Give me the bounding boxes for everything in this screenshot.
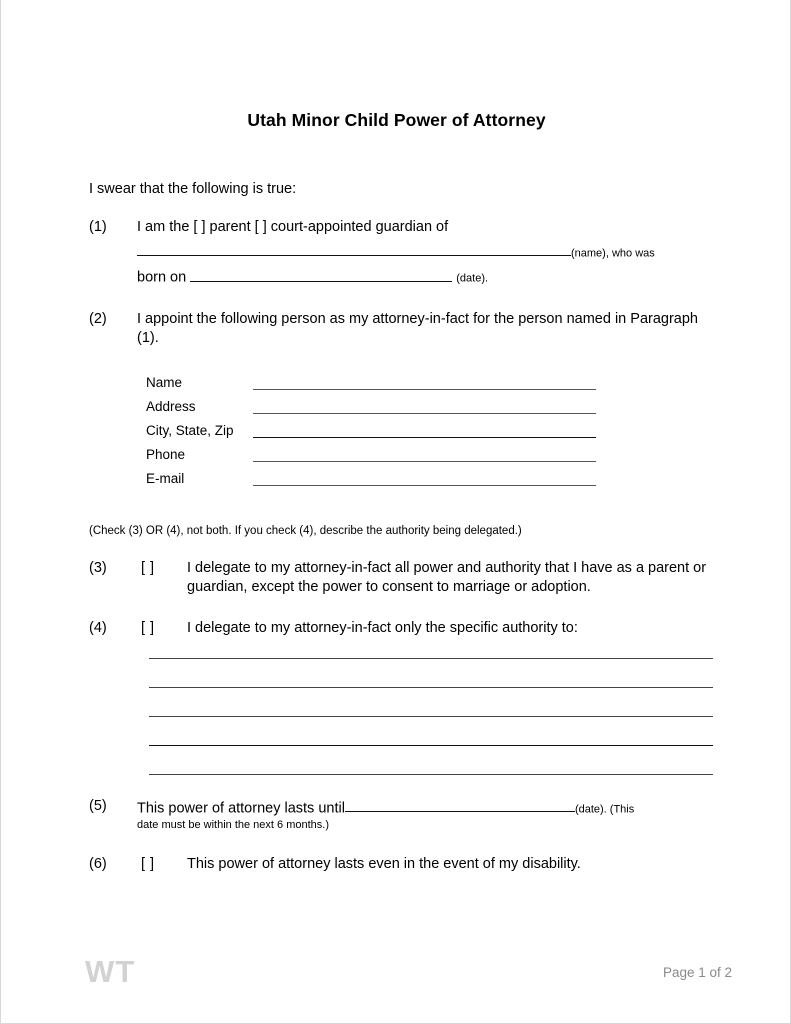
item-4-text: I delegate to my attorney-in-fact only the specific authority to:	[187, 620, 578, 637]
item-3-checkbox[interactable]: [ ]	[141, 560, 155, 577]
item-5-note: date must be within the next 6 months.)	[137, 819, 329, 832]
item-2-text: I appoint the following person as my attorney-in-fact for the person named in Paragraph (1).	[137, 310, 698, 346]
contact-row-city-state-zip	[146, 417, 709, 441]
item-5	[89, 797, 709, 833]
write-in-line[interactable]	[149, 658, 713, 659]
item-5-text-before: This power of attorney lasts until	[137, 800, 345, 817]
item-1-date-caption: (date).	[456, 272, 489, 285]
item-4-checkbox[interactable]: [ ]	[141, 620, 155, 637]
check-instruction: (Check (3) OR (4), not both. If you check (4), describe the authority being delegated.)	[89, 525, 522, 538]
write-in-line[interactable]	[149, 745, 713, 746]
item-1-body	[137, 218, 709, 288]
item-1-line-2	[137, 241, 709, 262]
watermark-logo: WT	[85, 954, 136, 989]
page-title: Utah Minor Child Power of Attorney	[247, 110, 546, 130]
item-3-text: I delegate to my attorney-in-fact all power and authority that I have as a parent or guardian, except the power to consent to marriage or adoption.	[187, 560, 707, 596]
item-1-number: (1)	[89, 219, 107, 236]
item-2-number: (2)	[89, 310, 107, 327]
authority-write-in-area	[149, 658, 709, 775]
field-blank-address[interactable]	[253, 413, 596, 414]
lead-statement: I swear that the following is true:	[89, 181, 297, 197]
page-indicator: Page 1 of 2	[662, 964, 732, 980]
document-body	[89, 180, 709, 889]
item-6-checkbox[interactable]: [ ]	[141, 855, 155, 872]
item-1-line-3	[137, 266, 709, 287]
item-6	[89, 855, 709, 874]
contact-row-email	[146, 465, 709, 489]
contact-row-name	[146, 369, 709, 393]
field-blank-city-state-zip[interactable]	[253, 437, 596, 438]
field-blank-name[interactable]	[253, 389, 596, 390]
write-in-line[interactable]	[149, 774, 713, 775]
field-label-phone: Phone	[146, 447, 186, 463]
item-5-body	[137, 797, 709, 833]
item-3	[89, 559, 709, 597]
expiration-date-blank[interactable]	[345, 797, 575, 813]
item-5-number: (5)	[89, 797, 107, 814]
item-6-text: This power of attorney lasts even in the event of my disability.	[187, 855, 581, 872]
contact-row-address	[146, 393, 709, 417]
write-in-line[interactable]	[149, 687, 713, 688]
attorney-in-fact-fields	[146, 369, 709, 489]
item-2	[89, 310, 709, 348]
field-label-email: E-mail	[146, 471, 185, 487]
child-dob-blank[interactable]	[190, 266, 452, 282]
item-5-text-after: (date). (This	[574, 803, 635, 816]
item-1	[89, 218, 709, 288]
field-label-city-state-zip: City, State, Zip	[146, 423, 234, 439]
item-1-born-label: born on	[137, 269, 187, 286]
write-in-line[interactable]	[149, 716, 713, 717]
item-1-name-caption: (name), who was	[571, 247, 655, 260]
field-label-name: Name	[146, 375, 183, 391]
field-blank-phone[interactable]	[253, 461, 596, 462]
item-1-line-1: I am the [ ] parent [ ] court-appointed guardian of	[137, 219, 449, 236]
field-blank-email[interactable]	[253, 485, 596, 486]
item-4-number: (4)	[89, 620, 107, 637]
item-4	[89, 619, 709, 638]
field-label-address: Address	[146, 399, 196, 415]
contact-row-phone	[146, 441, 709, 465]
item-6-number: (6)	[89, 855, 107, 872]
item-5-line-1	[137, 797, 709, 818]
item-3-number: (3)	[89, 560, 107, 577]
child-name-blank[interactable]	[137, 241, 571, 257]
